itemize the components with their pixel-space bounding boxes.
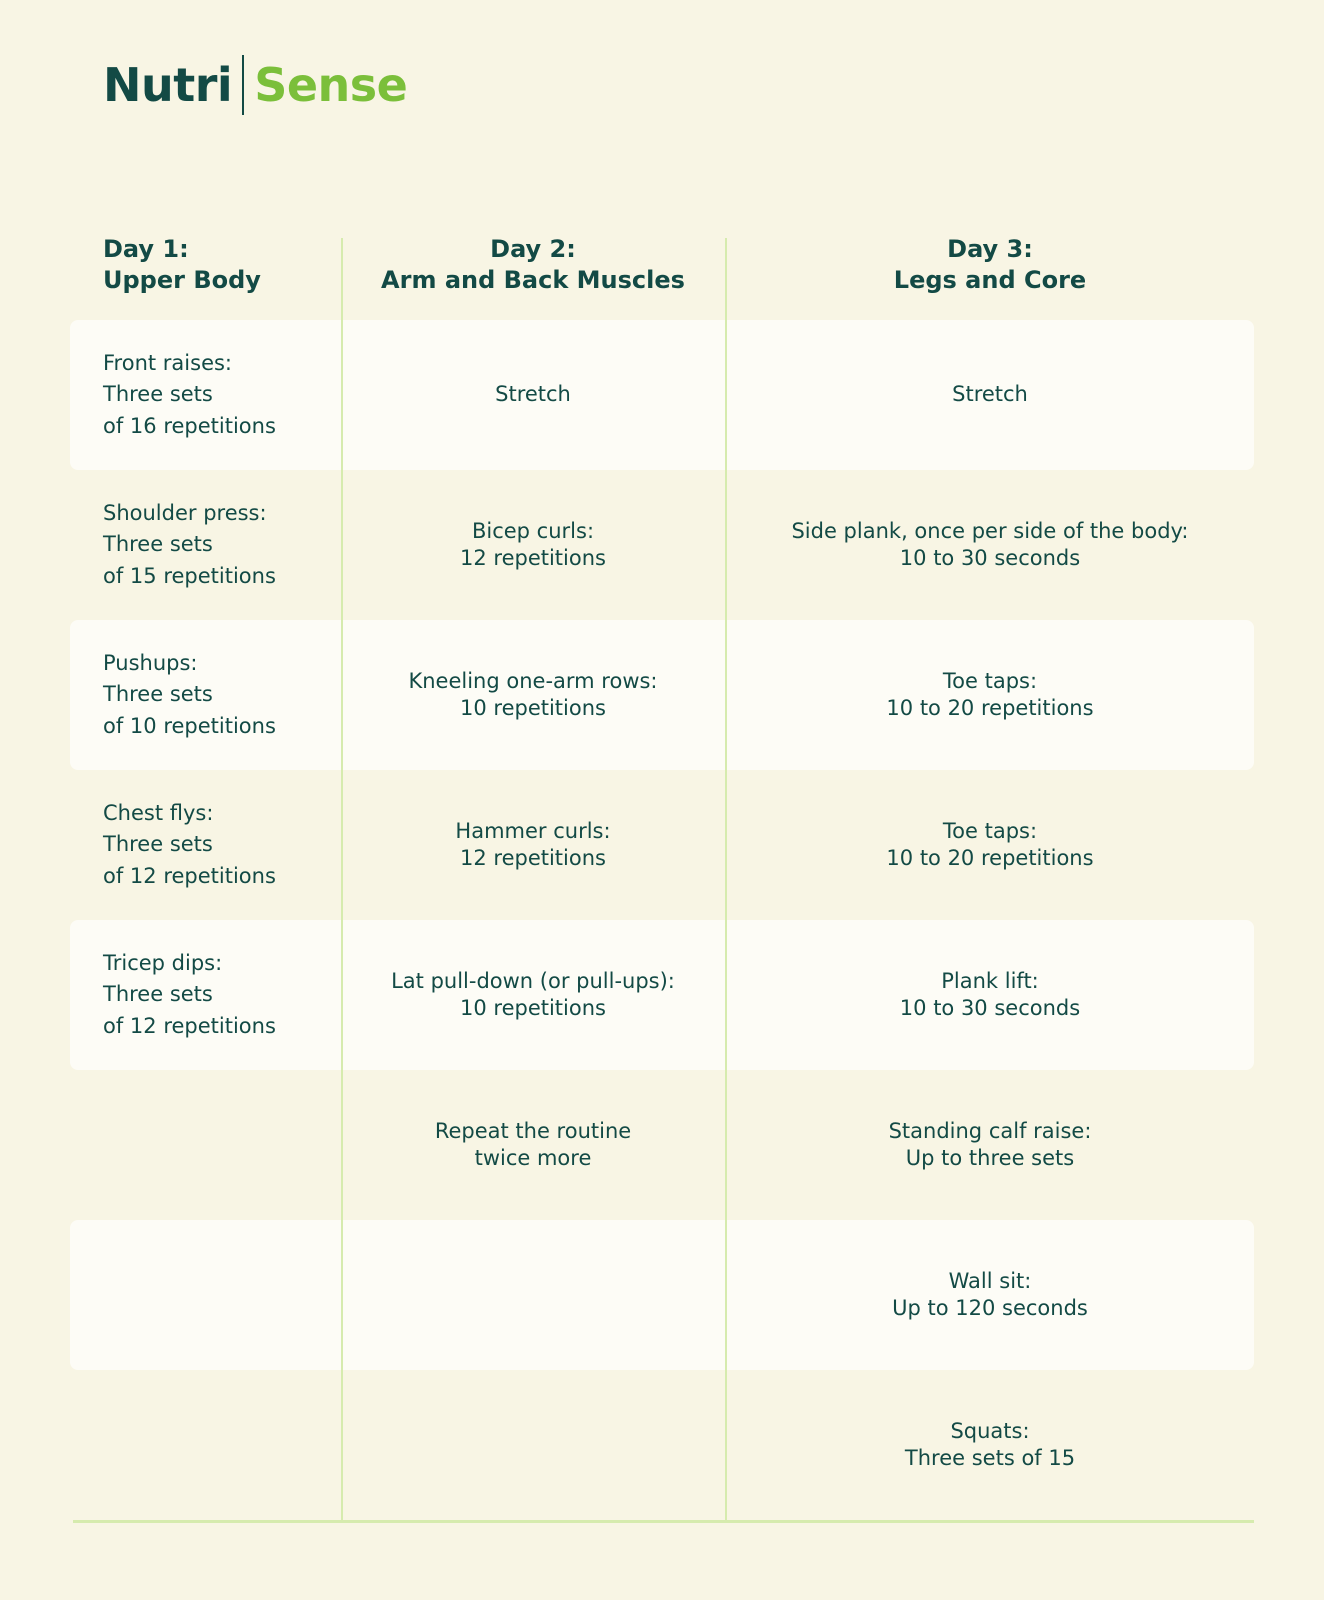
table-cell-day1 [103,1070,333,1220]
cell-text-line: Kneeling one-arm rows: [408,668,658,693]
table-row [70,770,1254,920]
table-cell-day3 [728,770,1252,920]
column-divider-1 [341,238,343,1522]
table-cell-day2 [342,470,724,620]
table-cell-day3 [728,1070,1252,1220]
table-cell-day2 [342,620,724,770]
table-cell-day2 [342,1070,724,1220]
cell-text-line: Tricep dips: [103,950,223,975]
cell-text-line: Wall sit: [948,1268,1032,1293]
cell-text-line: of 16 repetitions [103,413,276,438]
cell-text-line: Toe taps: [942,668,1038,693]
header-day-2 [342,234,724,304]
table-cell-day3 [728,1370,1252,1520]
table-cell-day2 [342,770,724,920]
cell-text-line: Chest flys: [103,800,214,825]
cell-text-line: 12 repetitions [460,546,606,570]
table-cell-day1 [103,770,333,920]
cell-text-line: of 15 repetitions [103,563,276,588]
cell-text-line: of 12 repetitions [103,863,276,888]
cell-text-line: 10 to 30 seconds [899,546,1081,570]
table-row [70,320,1254,470]
table-row [70,1370,1254,1520]
cell-text-line: Three sets of 15 [904,1446,1076,1470]
table-cell-day1 [103,320,333,470]
header-day-3-subtitle: Legs and Core [893,266,1087,294]
cell-text-line: 10 repetitions [460,696,606,720]
table-cell-day1 [103,470,333,620]
table-row [70,1220,1254,1370]
header-day-1-subtitle: Upper Body [103,266,261,294]
table-cell-day3 [728,470,1252,620]
cell-text-line: Up to three sets [905,1146,1075,1170]
table-cell-day3 [728,620,1252,770]
cell-text-line: Shoulder press: [103,500,267,525]
cell-text-line: of 10 repetitions [103,713,276,738]
table-cell-day1 [103,1370,333,1520]
table-cell-day2 [342,920,724,1070]
cell-text-line: Toe taps: [942,818,1038,843]
cell-text-line: 10 repetitions [460,996,606,1020]
cell-text-line: 12 repetitions [460,846,606,870]
cell-text-line: 10 to 20 repetitions [886,846,1094,870]
table-row [70,620,1254,770]
cell-text-line: 10 to 30 seconds [899,996,1081,1020]
cell-text-line: Stretch [495,382,571,407]
cell-text-line: Three sets [103,682,213,707]
cell-text-line: Hammer curls: [455,818,611,843]
table-bottom-line [73,1520,1254,1523]
cell-text-line: Repeat the routine [434,1118,632,1143]
table-cell-day2 [342,320,724,470]
table-cell-day2 [342,1370,724,1520]
table-cell-day1 [103,920,333,1070]
header-day-3-title: Day 3: [947,235,1033,263]
cell-text-line: Bicep curls: [471,518,595,543]
column-divider-2 [725,238,727,1522]
header-day-1 [103,234,333,304]
table-cell-day3 [728,920,1252,1070]
cell-text-line: of 12 repetitions [103,1013,276,1038]
cell-text-line: Up to 120 seconds [892,1296,1088,1320]
header-day-2-title: Day 2: [490,235,576,263]
cell-text-line: Three sets [103,382,213,407]
table-row [70,1070,1254,1220]
cell-text-line: 10 to 20 repetitions [886,696,1094,720]
brand-name-part1: Nutri [103,58,233,112]
brand-name-part2: Sense [254,58,408,112]
cell-text-line: Pushups: [103,650,198,675]
cell-text-line: Front raises: [103,350,233,375]
brand-logo [103,55,407,115]
table-cell-day3 [728,1220,1252,1370]
cell-text-line: Three sets [103,532,213,557]
table-row [70,920,1254,1070]
cell-text-line: Stretch [952,382,1028,407]
header-day-1-title: Day 1: [103,235,189,263]
table-cell-day2 [342,1220,724,1370]
table-row [70,470,1254,620]
cell-text-line: twice more [474,1146,592,1170]
cell-text-line: Squats: [950,1418,1030,1443]
cell-text-line: Lat pull-down (or pull-ups): [391,968,675,993]
cell-text-line: Three sets [103,832,213,857]
table-cell-day1 [103,620,333,770]
brand-divider [242,55,244,115]
cell-text-line: Plank lift: [941,968,1039,993]
cell-text-line: Three sets [103,982,213,1007]
table-cell-day3 [728,320,1252,470]
cell-text-line: Side plank, once per side of the body: [791,518,1189,543]
table-cell-day1 [103,1220,333,1370]
cell-text-line: Standing calf raise: [888,1118,1092,1143]
header-day-3 [728,234,1252,304]
header-day-2-subtitle: Arm and Back Muscles [381,266,685,294]
